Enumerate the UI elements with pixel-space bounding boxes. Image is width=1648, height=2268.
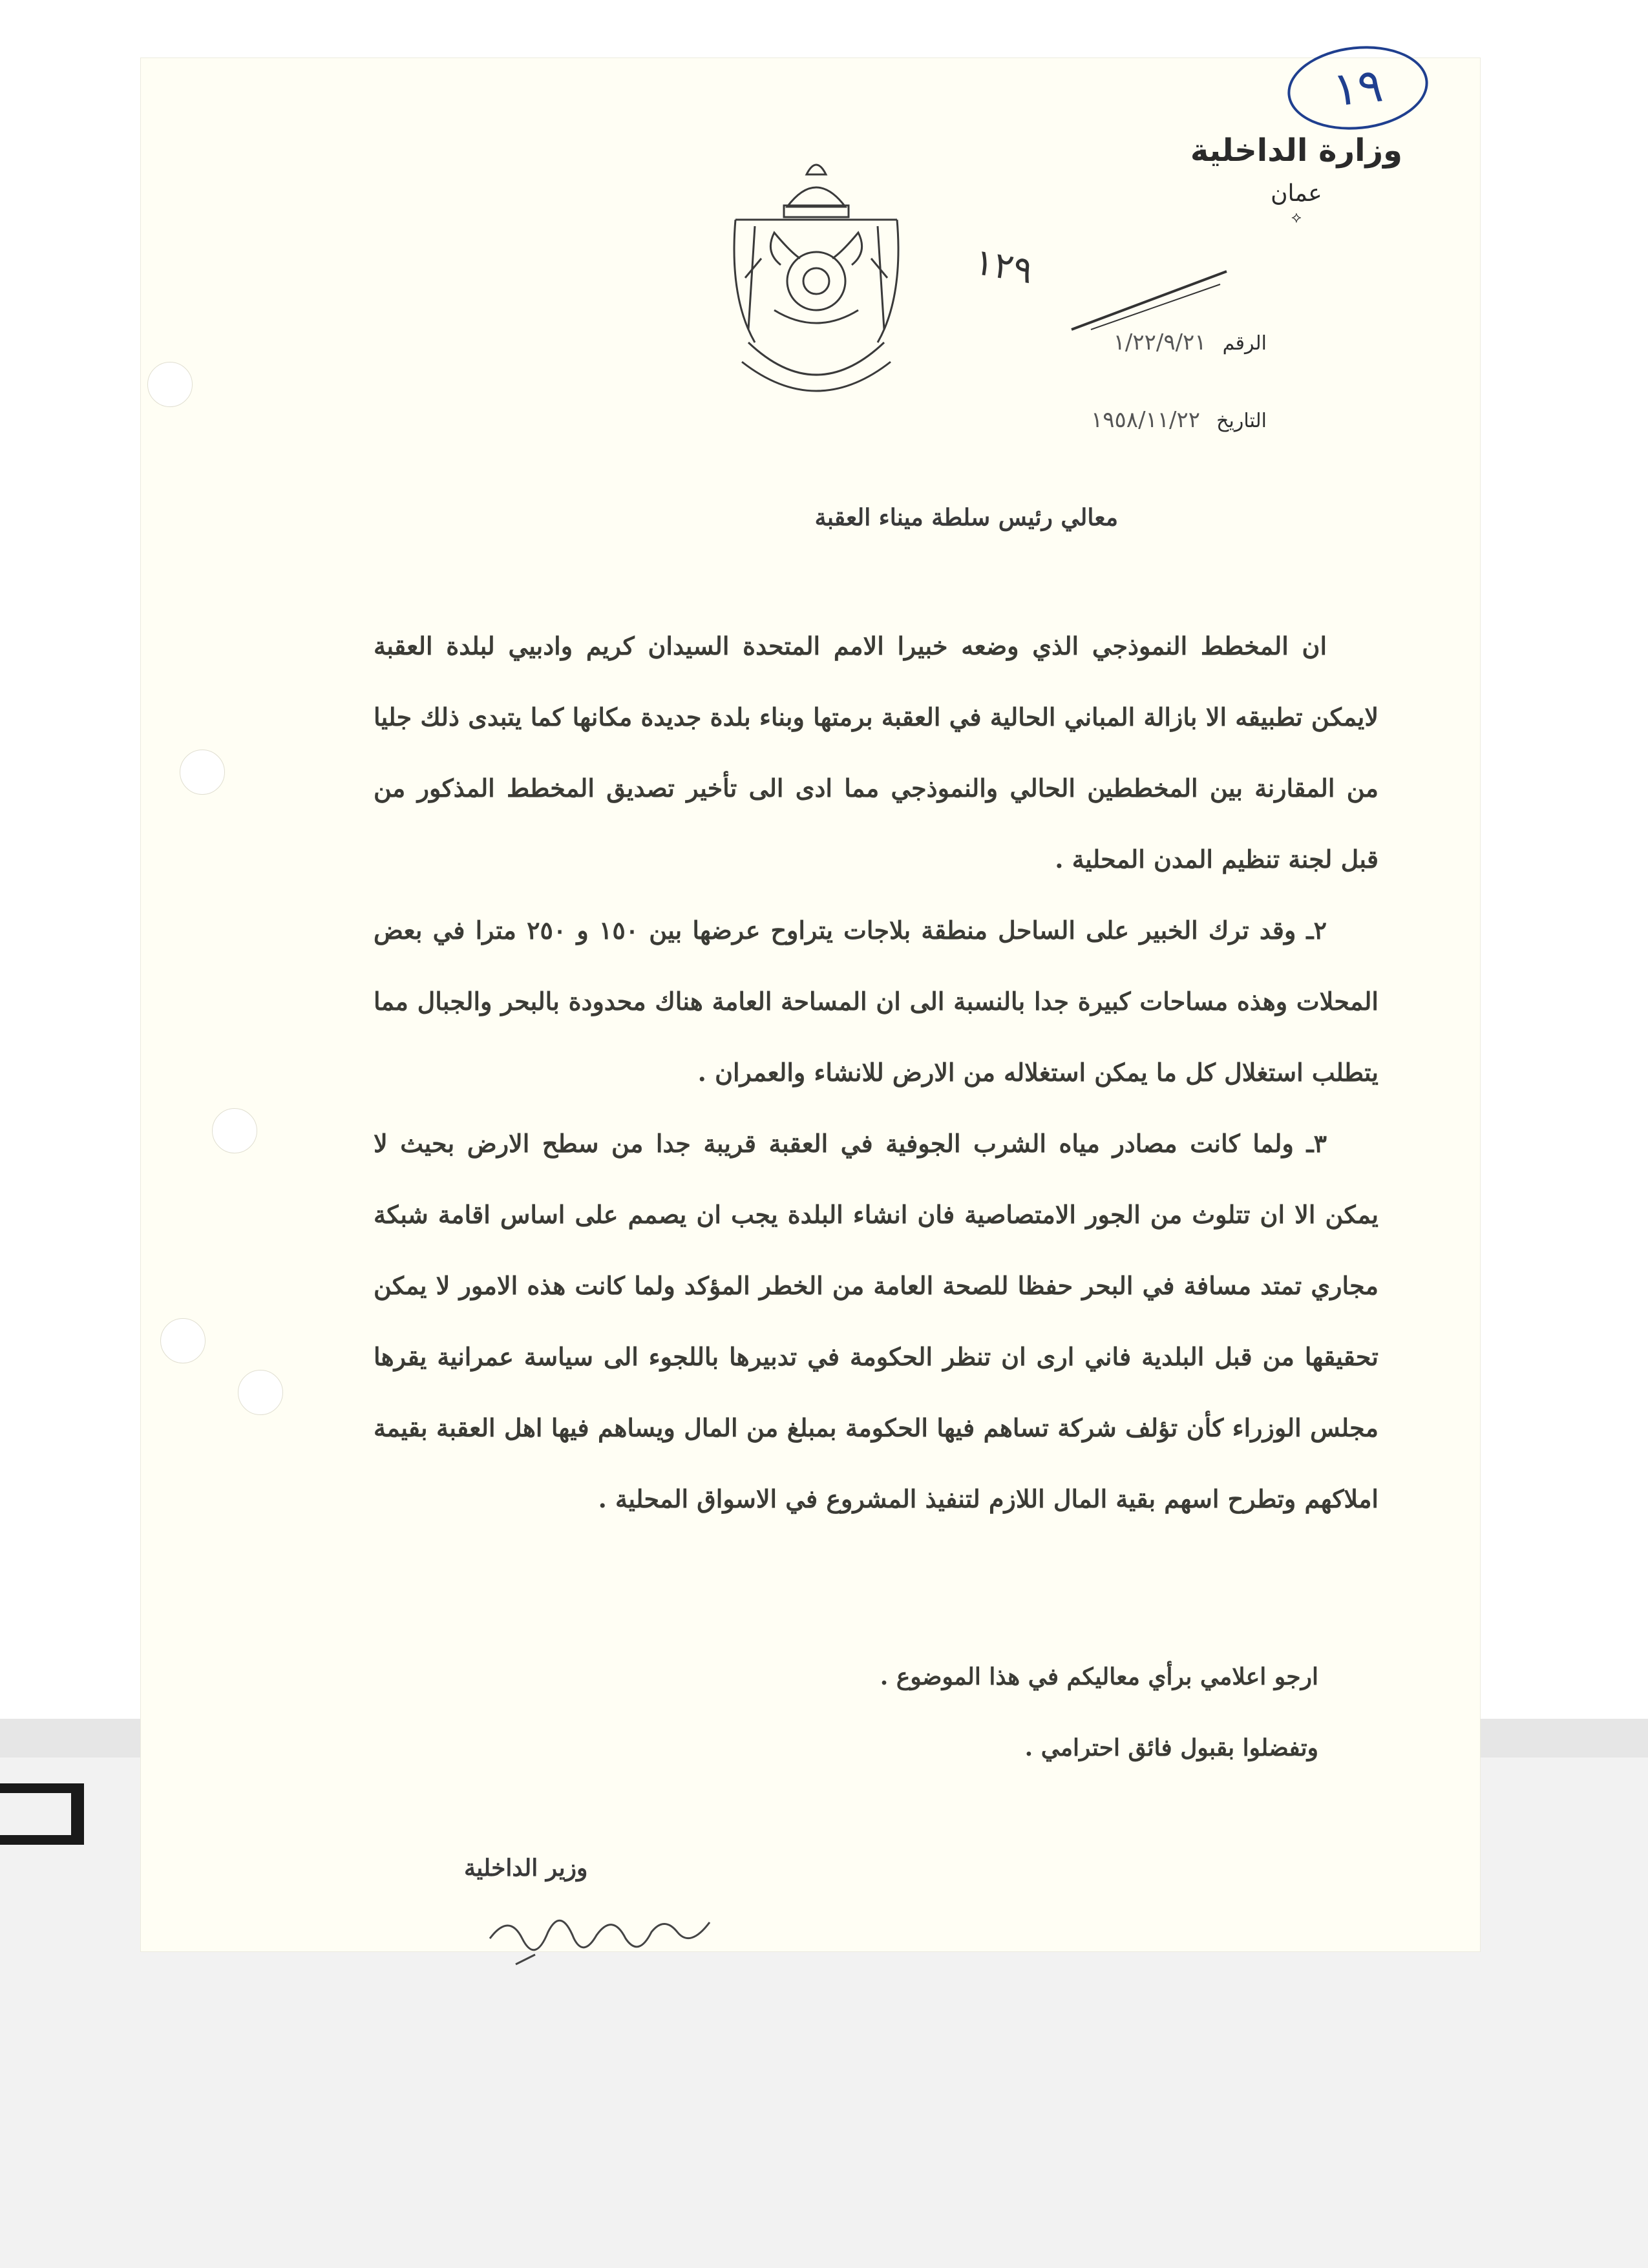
letter-page: [141, 58, 1480, 1951]
reference-line: [1114, 330, 1267, 355]
handwritten-stroke: [1065, 265, 1233, 336]
reference-value: ١/٢٢/٩/٢١: [1113, 330, 1207, 355]
letter-body: [374, 611, 1379, 1535]
closing-request: ارجو اعلامي برأي معاليكم في هذا الموضوع .: [880, 1663, 1318, 1690]
punch-hole: [160, 1318, 206, 1363]
paragraph-1: ان المخطط النموذجي الذي وضعه خبيرا الامم المتحدة السيدان كريم وادبيي لبلدة العقبة لايمكن تطبيقه الا بازالة المباني الحالية في العقبة برمتها وبناء بلدة جديدة مكانها كما يتبدى ذلك جليا من المقارنة بين المخططين الحالي والنموذجي مما ادى الى تأخير تصديق المخطط المذكور من قبل لجنة تنظيم المدن المحلية .: [374, 631, 1379, 874]
punch-hole: [180, 750, 225, 795]
coat-of-arms-emblem: [710, 149, 923, 426]
page-number-circle: ١٩: [1284, 39, 1432, 136]
date-value: ١٩٥٨/١١/٢٢: [1091, 407, 1201, 433]
reference-label: الرقم: [1222, 332, 1267, 355]
closing-regards: وتفضلوا بقبول فائق احترامي .: [1024, 1734, 1318, 1761]
paragraph-3: ٣ـ ولما كانت مصادر مياه الشرب الجوفية في العقبة قريبة جدا من سطح الارض بحيث لا يمكن الا ان تتلوث من الجور الامتصاصية فان انشاء البلدة يجب ان يصمم على اساس اقامة شبكة مجاري تمتد مسافة في البحر حفظا للصحة العامة من الخطر المؤكد ولما كانت هذه الامور لا يمكن تحقيقها من قبل البلدية فاني ارى ان تنظر الحكومة في تدبيرها باللجوء الى سياسة عمرانية يقرها مجلس الوزراء كأن تؤلف شركة تساهم فيها الحكومة بمبلغ من المال ويساهم فيها اهل العقبة بقيمة املاكهم وتطرح اسهم بقية المال اللازم لتنفيذ المشروع في الاسواق المحلية .: [374, 1129, 1379, 1513]
ministry-header: [1190, 132, 1402, 226]
punch-hole: [212, 1108, 257, 1153]
salutation: معالي رئيس سلطة ميناء العقبة: [814, 504, 1118, 531]
paragraph-2: ٢ـ وقد ترك الخبير على الساحل منطقة بلاجات يتراوح عرضها بين ١٥٠ و ٢٥٠ مترا في بعض المحلات وهذه مساحات كبيرة جدا بالنسبة الى ان المساحة العامة هناك محدودة بالبحر والجبال مما يتطلب استغلال كل ما يمكن استغلاله من الارض للانشاء والعمران .: [374, 916, 1379, 1087]
ministry-name: وزارة الداخلية: [1190, 132, 1402, 169]
handwritten-signature: [477, 1887, 723, 1977]
date-label: التاريخ: [1216, 410, 1267, 432]
ministry-city: عمان: [1271, 180, 1322, 207]
date-line: [1091, 407, 1267, 433]
punch-hole: [147, 362, 193, 407]
scanner-edge-inner: [0, 1793, 71, 1835]
signature-title: وزير الداخلية: [464, 1854, 588, 1882]
header-ornament: ⟡: [1291, 208, 1302, 226]
punch-hole: [238, 1370, 283, 1415]
closing-lines: [880, 1641, 1318, 1783]
handwritten-number: ١٢٩: [971, 240, 1037, 293]
